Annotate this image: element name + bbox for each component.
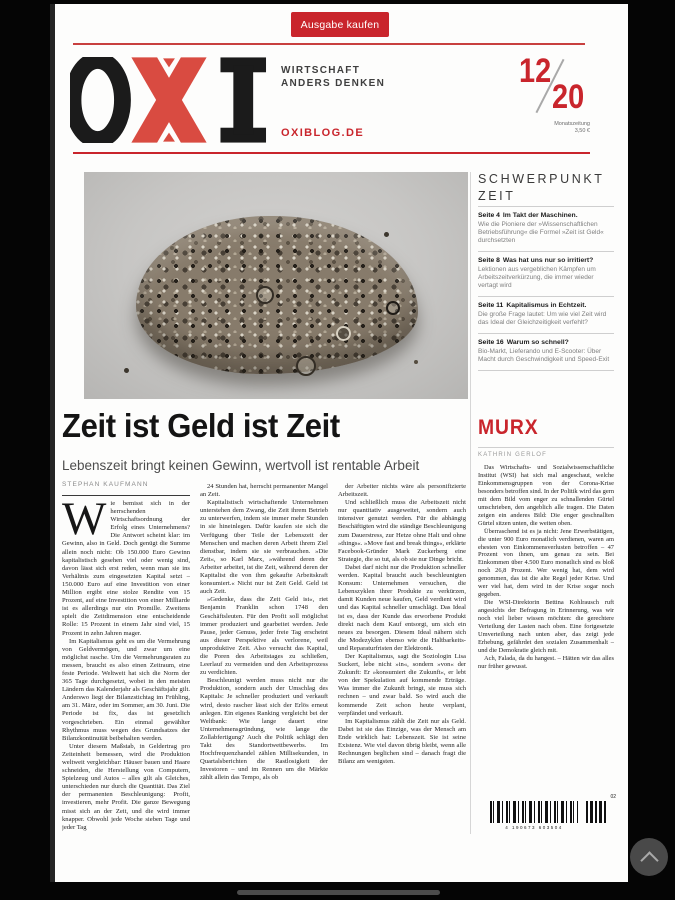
body-paragraph: Der Kapitalismus, sagt die Soziologin Lisa Suckert, lebe nicht »in«, sondern »von« der Zukunft: Er »konsumiert die Zukunft«, er lebt von der Spekulation auf kommende Erträge. Was immer die Zukunft bringt, sie muss sich rechnen – und zwar bald. So wird auch die kommende Zeit schon heute verplant, verpfändet und verkauft. — [338, 652, 466, 717]
body-paragraph: Im Kapitalismus geht es um die Vermehrung von Geldvermögen, und zwar um eine möglichst rasche. Um die Vermehrungsraten zu messen, braucht es also einen Zeitraum, eine feste Periode. Weltweit hat sich die Norm der 365 Tage durchgesetzt, wobei in den meisten Ländern das Kalenderjahr als Geschäftsjahr gilt. Anderswo liegt der Bilanzstichtag im Frühling, am 31. März, oder im Sommer, am 30. Juni. Die Periode ist fix, das ist gesetzlich vorgeschrieben. Ein einmal gewählter Rhythmus muss wegen des Grundsatzes der Bilanzkontinuität beibehalten werden. — [62, 637, 190, 742]
column-divider — [470, 172, 471, 834]
barcode-corner-number: 02 — [610, 794, 616, 800]
murx-body — [478, 464, 614, 790]
schwerpunkt-item — [478, 296, 614, 333]
body-paragraph: Unter diesem Maßstab, in Geldertrag pro Zeiteinheit bemessen, wird die Produktion weltweit vergleichbar: Häuser bauen und Haare schneiden, die Herstellung von Computern, Spielzeug und Autos – alles gilt als Gleiches, unterschieden nur durch die Quantität. Das Ziel der permanenten Beschleunigung: Profit, investieren, mehr Profit. Die ganze Bewegung misst sich an der Zeit, und die wird immer knapper. Obwohl jede Woche sieben Tage und jeder Tag — [62, 742, 190, 831]
murx-title: MURX — [478, 416, 539, 439]
issue-info-type: Monatszeitung — [554, 121, 590, 127]
lead-text: ie bemisst sich in der herrschenden Wirtschaftsordnung der Erfolg eines Unternehmens? Die Antwort scheint klar: im Gewinn, also in Geld. Doch genügt die Summe allein noch nicht: Ob 150.000 Euro Gewinn kapitalistisch gesehen viel oder wenig sind, davon lässt sich erst reden, wenn man sie ins Verhältnis zum eingesetzten Kapital setzt – 150.000 Euro auf eine Investition von einer Million ergibt eine stolze Rendite von 15 Prozent, auf eine Investition von einer Milliarde ist es allerdings nur ein Promille. Zweitens spielt die Zeitdimension eine entscheidende Rolle: 15 Prozent in einem Jahr sind viel, 15 Prozent in zehn Jahren mager. — [62, 500, 190, 637]
item-page-label: Seite 11 — [478, 302, 504, 309]
item-title-text: Was hat uns nur so irritiert? — [502, 257, 594, 264]
schwerpunkt-topic: ZEIT — [478, 189, 516, 203]
murx-paragraph: Überraschend ist es ja nicht: Jene Erwerbstätigen, die unter 900 Euro monatlich verdienen, waren am ehesten von Einkommensverlusten betroffen – 47 Prozent von ihnen, um genau zu sein. Bei Einkommen über 4.500 Euro monatlich sind es bloß noch 26,8 Prozent. Wer wenig hat, dem wird genommen, das ist die alte Regel jeder Krise. Und wer viel hat, dem wird in der Krise sogar noch gegeben. — [478, 527, 614, 599]
article-column-2 — [200, 483, 328, 833]
gear-icon — [386, 301, 400, 315]
issue-year: 20 — [552, 78, 585, 116]
scattered-part — [124, 368, 129, 373]
issue-info — [500, 121, 590, 135]
watch-parts-photo — [84, 172, 468, 399]
item-page-label: Seite 16 — [478, 339, 504, 346]
item-title-text: Im Takt der Maschinen. — [502, 212, 578, 219]
article-subhead: Lebenszeit bringt keinen Gewinn, wertvoll ist rentable Arbeit — [62, 458, 420, 473]
murx-rule — [478, 447, 614, 448]
schwerpunkt-item — [478, 251, 614, 296]
article-column-3 — [338, 483, 466, 833]
item-title-text: Warum so schnell? — [506, 339, 569, 346]
item-description: Bio-Markt, Lieferando und E-Scooter: Über Macht durch Geschwindigkeit und Speed-Exit — [478, 348, 610, 363]
column-1-paragraphs — [62, 638, 190, 832]
gear-icon — [296, 356, 316, 376]
scattered-part — [170, 246, 174, 250]
article-headline: Zeit ist Geld ist Zeit — [62, 407, 340, 444]
schwerpunkt-items — [478, 206, 614, 371]
barcode-bars — [490, 801, 578, 823]
scroll-to-top-button[interactable] — [630, 838, 668, 876]
chevron-up-icon — [640, 851, 658, 869]
item-page-label: Seite 8 — [478, 257, 500, 264]
body-paragraph: 24 Stunden hat, herrscht permanenter Mangel an Zeit. — [200, 483, 328, 499]
schwerpunkt-title: SCHWERPUNKT — [478, 172, 605, 186]
masthead-website: OXIBLOG.DE — [281, 127, 365, 139]
article-byline: STEPHAN KAUFMANN — [62, 481, 190, 496]
murx-paragraph: Die WSI-Direktorin Bettina Kohlrausch ruft angesichts der Befragung in Erinnerung, was wir noch viel lieber wissen möchten: die gerechtere Verteilung der Lasten nach oben. Eine fortgesetzte Umverteilung nach unten aber, das zeigt jede Erhebung, gefährdet den sozialen Zusammenhalt – und die Demokratie gleich mit. — [478, 599, 614, 654]
item-title — [478, 212, 614, 220]
tagline-line2: ANDERS DENKEN — [281, 78, 386, 89]
scattered-part — [384, 232, 389, 237]
barcode-bars-addon — [586, 801, 606, 823]
lead-paragraph — [62, 500, 190, 638]
body-paragraph: Und schließlich muss die Arbeitszeit nicht nur quantitativ ausgeweitet, sondern auch intensiver genutzt werden. Für die abhängig Beschäftigten wird die ständige Beschleunigung zum Dauerstress, zur Hetze ohne Halt und ohne »things«. »Move fast and break things«, erklärte Facebook-Gründer Mark Zuckerberg eine Strategie, die so tut, als ob sie nur Dinge bricht. — [338, 499, 466, 563]
murx-paragraph: Ach, Falada, da du hangest. – Hätten wir das alles nur früher gewusst. — [478, 654, 614, 670]
item-page-label: Seite 4 — [478, 212, 500, 219]
watch-parts-pile — [136, 216, 418, 374]
gear-icon — [256, 286, 274, 304]
item-title — [478, 257, 614, 265]
item-title — [478, 339, 614, 347]
body-paragraph: Kapitalistisch wirtschaftende Unternehmen unterstehen dem Zwang, die Zeit ihrem Betrieb zu unterwerfen, indem sie immer mehr Stunden in sie hineinlegen. Dafür kaufen sie sich die Verfügung über Teile der Lebenszeit der Menschen und machen deren Arbeit ihrem Ziel dienstbar, indem sie sie verbrauchen. »Die Zeit«, so Karl Marx, »während deren der Arbeiter arbeitet, ist die Zeit, während deren der Kapitalist die von ihm gekaufte Arbeitskraft konsumiert.« Nicht nur ist Zeit Geld. Geld ist auch Zeit. — [200, 499, 328, 596]
issue-info-price: 3,50 € — [574, 128, 590, 134]
masthead-bottom-rule — [73, 152, 590, 154]
masthead-top-rule — [73, 43, 585, 45]
item-description: Wie die Pioniere der »Wissenschaftlichen Betriebsführung« die Formel »Zeit ist Geld« durchsetzten — [478, 221, 604, 244]
issue-month: 12 — [519, 52, 552, 90]
gear-icon — [336, 326, 351, 341]
murx-paragraph: Das Wirtschafts- und Sozialwissenschaftliche Institut (WSI) hat sich mal angeschaut, welche Einkommensgruppen von der Corona-Krise besonders betroffen sind. In der Politik wird das gern mit dem Bild vom enger zu schnallenden Gürtel umschrieben, den angeblich alle tragen. Die Daten zeigen ein anderes Bild: Die enger geschnallten Gürtel sitzen unten, die weiten oben. — [478, 464, 614, 527]
dropcap: W — [62, 500, 107, 545]
masthead-tagline — [281, 64, 385, 90]
murx-byline: KATHRIN GERLOF — [478, 452, 548, 458]
scattered-part — [414, 360, 418, 364]
oxi-logo — [70, 57, 268, 143]
home-indicator[interactable] — [237, 890, 440, 895]
tagline-line1: WIRTSCHAFT — [281, 65, 361, 76]
schwerpunkt-item — [478, 333, 614, 370]
buy-issue-button[interactable]: Ausgabe kaufen — [291, 12, 389, 37]
body-paragraph: Beschleunigt werden muss nicht nur die Produktion, sondern auch der Umschlag des Kapitals: Je schneller produziert und verkauft wird, desto rascher lässt sich der Erlös erneut anlegen. Ein eigenes Ranking vergleicht bei der Weltbank: Wie lange dauert eine Unternehmensgründung, wie lange die Zollabfertigung? Auch die Politik schlägt den Takt des Standortwettbewerbs. Im Hochfrequenzhandel zählen Millisekunden, in Quartalsberichten die Rastlosigkeit der Investoren – und im Rennen um die Märkte zählt allein das Tempo, als ob — [200, 677, 328, 782]
item-description: Die große Frage lautet: Um wie viel Zeit wird das Ideal der Gleichzeitigkeit verfehlt? — [478, 311, 607, 326]
body-paragraph: der Arbeiter nichts wäre als personifizierte Arbeitszeit. — [338, 483, 466, 499]
body-paragraph: »Gedenke, dass die Zeit Geld ist«, riet Benjamin Franklin schon 1748 den Geschäftsleuten. Für den Profit soll möglichst immer produziert und gearbeitet werden. Jede Pause, jeder Genuss, jeder freie Tag erscheint aus dieser Perspektive als verlorene, weil unproduktive Zeit. Also versucht das Kapital, die Poren des Arbeitstages zu schließen, Leerlauf zu vermeiden und den Arbeitsprozess zu verdichten. — [200, 596, 328, 677]
barcode — [490, 794, 616, 835]
article-column-1 — [62, 500, 190, 833]
body-paragraph: Im Kapitalismus zählt die Zeit nur als Geld. Dabei ist sie das Einzige, was der Mensch am Ende wirklich hat: Lebenszeit. Sie ist seine Existenz. Wie viel davon übrig bleibt, wenn alle Rechnungen beglichen sind – danach fragt die Bilanz am wenigsten. — [338, 717, 466, 766]
item-title-text: Kapitalismus in Echtzeit. — [506, 302, 587, 309]
body-paragraph: Dabei darf nicht nur die Produktion schneller werden. Kapital braucht auch beschleunigten Konsum: Unternehmen versuchen, die Lebenszyklen ihrer Produkte zu verkürzen, damit Kunden neue kaufen, Geld verdient wird und das Kapital schneller umschlägt. Das Ideal ist es, dass der Kunde das erworbene Produkt direkt nach dem Kauf entsorgt, um sich ein neues zu besorgen. Diesem Ideal nähern sich die Modezyklen ebenso wie die Haltbarkeits- und Reparaturfristen der Elektronik. — [338, 563, 466, 652]
item-title — [478, 302, 614, 310]
barcode-digits: 4 190673 603504 — [505, 825, 563, 830]
item-description: Lektionen aus vergeblichen Kämpfen um Arbeitszeitverkürzung, die immer wieder vertagt wird — [478, 266, 596, 289]
schwerpunkt-item — [478, 206, 614, 251]
